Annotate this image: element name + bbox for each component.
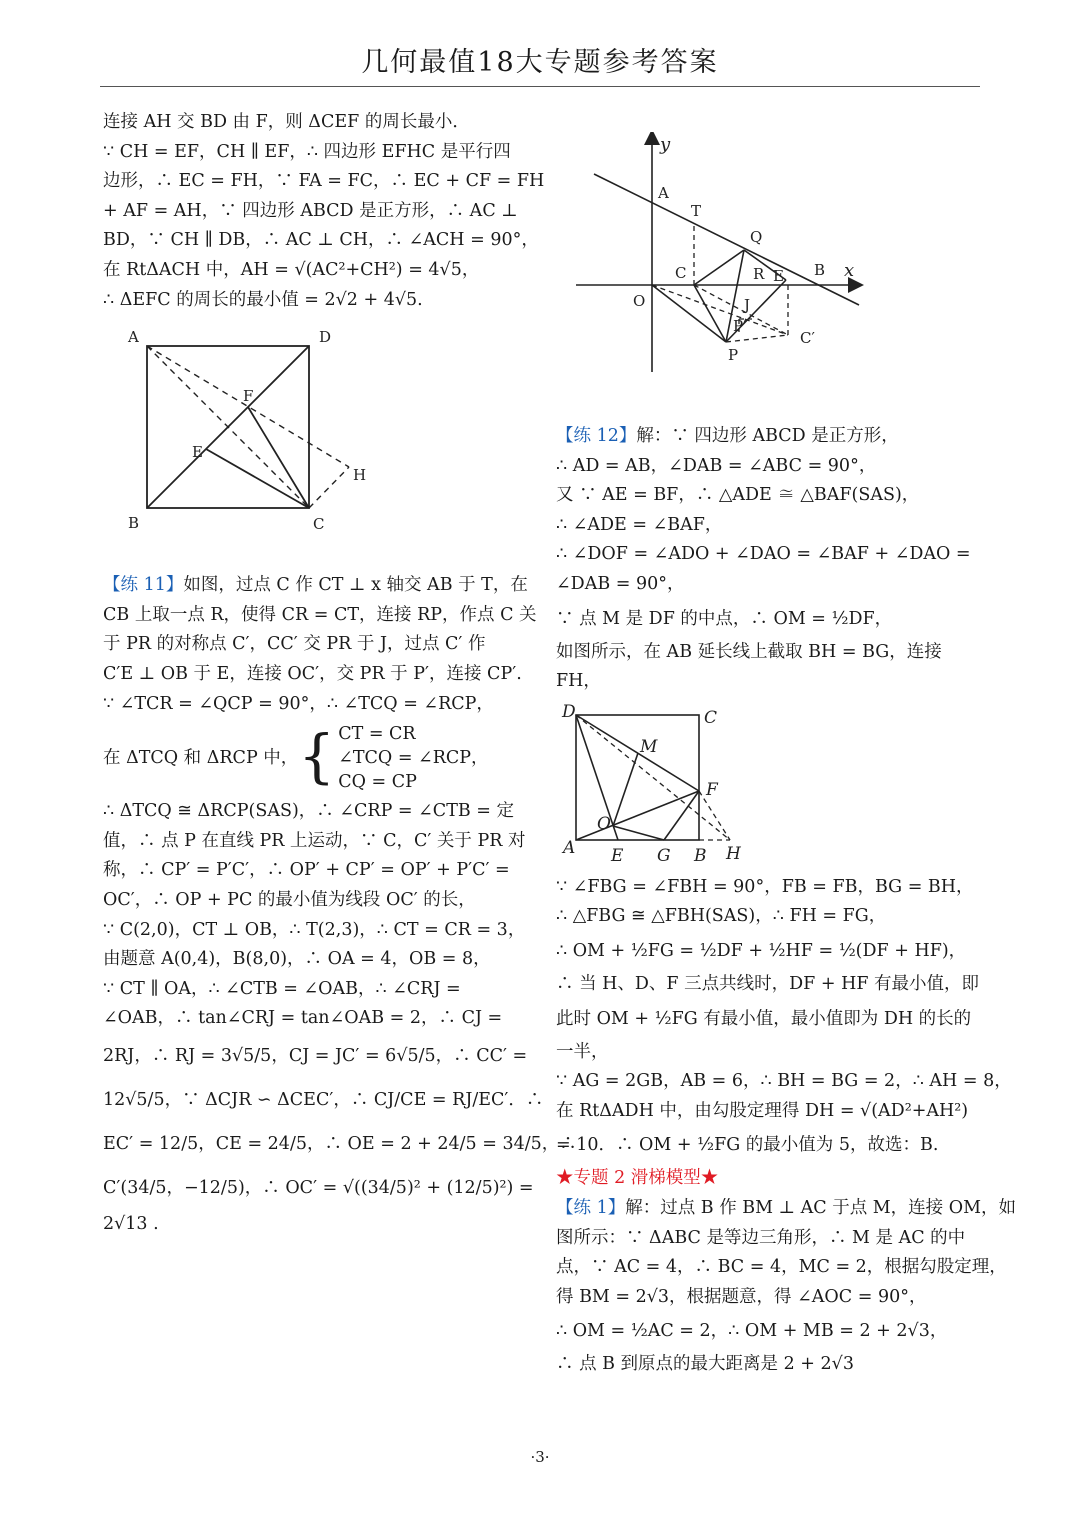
- ex11-first-line: 【练 11】如图，过点 C 作 CT ⊥ x 轴交 AB 于 T，在: [103, 575, 528, 596]
- label-O: O: [597, 813, 611, 834]
- text-line: C′(34/5，−12/5)，∴ OC′ = √((34/5)² + (12/5)²) =: [103, 1177, 534, 1198]
- label-R: R: [753, 265, 765, 283]
- label-F: F: [243, 387, 254, 406]
- label-O: O: [633, 292, 646, 310]
- page-number: ·3·: [530, 1448, 550, 1466]
- system-body: [338, 722, 488, 794]
- text-line: EC′ = 12/5，CE = 24/5，∴ OE = 2 + 24/5 = 34/5，∴: [103, 1133, 577, 1154]
- text-line: ∴ ΔEFC 的周长的最小值 = 2√2 + 4√5.: [103, 289, 423, 310]
- ex1-tag: 【练 1】: [556, 1197, 626, 1218]
- text-line: ∴ ∠ADE = ∠BAF，: [556, 514, 723, 535]
- system-line: ∠TCQ = ∠RCP，: [338, 748, 489, 769]
- label-y: y: [660, 134, 671, 155]
- text-line: 在 RtΔADH 中，由勾股定理得 DH = √(AD²+AH²): [556, 1100, 969, 1121]
- text-line: 值，∴ 点 P 在直线 PR 上运动，∵ C，C′ 关于 PR 对: [103, 830, 526, 851]
- label-E: E: [773, 267, 784, 285]
- text-line: ∵ ∠TCR = ∠QCP = 90°，∴ ∠TCQ = ∠RCP，: [103, 693, 494, 714]
- system-brace: {: [298, 722, 336, 791]
- text-line: ∴ ΔTCQ ≅ ΔRCP(SAS)，∴ ∠CRP = ∠CTB = 定: [103, 801, 515, 822]
- text-line: 如图所示，在 AB 延长线上截取 BH = BG，连接: [556, 641, 942, 662]
- text-line: 连接 AH 交 BD 由 F，则 ΔCEF 的周长最小．: [103, 112, 470, 132]
- system-line: CT = CR: [338, 724, 416, 745]
- text-line: ∴ OM = ½AC = 2，∴ OM + MB = 2 + 2√3，: [556, 1321, 948, 1342]
- ex12-tag: 【练 12】: [556, 426, 637, 446]
- topic2-title: ★专题 2 滑梯模型★: [556, 1168, 719, 1189]
- label-E: E: [192, 443, 203, 462]
- coordinate-diagram: [556, 132, 982, 422]
- text-line: ∴ AD = AB，∠DAB = ∠ABC = 90°，: [556, 455, 877, 476]
- label-P-prime: P′: [733, 317, 747, 335]
- text-line: ∵ 点 M 是 DF 的中点，∴ OM = ½DF，: [556, 608, 893, 629]
- equation-system: [103, 719, 523, 797]
- right-column: [556, 108, 1017, 1380]
- label-C-prime: C′: [800, 329, 815, 347]
- label-A: A: [658, 184, 669, 202]
- text-line: 由题意 A(0,4)，B(8,0)，∴ OA = 4，OB = 8，: [103, 949, 491, 970]
- square-figure: [103, 325, 523, 571]
- text-line: 又 ∵ AE = BF，∴ △ADE ≅ △BAF(SAS)，: [556, 485, 920, 506]
- ex1-first-line: 【练 1】解：过点 B 作 BM ⊥ AC 于点 M，连接 OM，如: [556, 1197, 1017, 1218]
- label-P: P: [728, 346, 739, 364]
- label-C: C: [675, 264, 687, 282]
- text-line: 得 BM = 2√3，根据题意，得 ∠AOC = 90°，: [556, 1286, 927, 1307]
- label-H: H: [726, 843, 741, 864]
- text-line: OC′，∴ OP + PC 的最小值为线段 OC′ 的长，: [103, 889, 476, 910]
- square-abcd-diagram: [556, 703, 982, 873]
- label-E: E: [611, 845, 624, 866]
- text-line: ∵ ∠FBG = ∠FBH = 90°，FB = FB，BG = BH，: [556, 876, 974, 897]
- text-line: 一半，: [556, 1041, 609, 1062]
- label-D: D: [562, 702, 576, 722]
- text-line: ∵ AG = 2GB，AB = 6，∴ BH = BG = 2，∴ AH = 8，: [556, 1071, 1012, 1092]
- label-F: F: [706, 779, 718, 800]
- label-H: H: [353, 466, 367, 485]
- text-line: 称，∴ CP′ = P′C′，∴ OP′ + CP′ = OP′ + P′C′ =: [103, 860, 510, 881]
- system-intro: 在 ΔTCQ 和 ΔRCP 中，: [103, 748, 299, 769]
- label-A: A: [563, 837, 576, 858]
- label-x: x: [844, 260, 855, 281]
- text-line: ∵ C(2,0)，CT ⊥ OB，∴ T(2,3)，∴ CT = CR = 3，: [103, 919, 526, 940]
- label-Q: Q: [750, 228, 763, 246]
- label-D: D: [319, 328, 332, 347]
- label-A: A: [128, 328, 139, 347]
- text-line: 边形，∴ EC = FH，∵ FA = FC，∴ EC + CF = FH: [103, 171, 545, 192]
- text-line: 点，∵ AC = 4，∴ BC = 4，MC = 2，根据勾股定理，: [556, 1257, 1007, 1278]
- header-rule: [100, 86, 980, 87]
- text-line: C′E ⊥ OB 于 E，连接 OC′，交 PR 于 P′，连接 CP′.: [103, 663, 522, 684]
- text-line: ∴ ∠DOF = ∠ADO + ∠DAO = ∠BAF + ∠DAO =: [556, 544, 971, 565]
- text-line: 此时 OM + ½FG 有最小值，最小值即为 DH 的长的: [556, 1008, 972, 1029]
- text-line: 在 RtΔACH 中，AH = √(AC²+CH²) = 4√5，: [103, 259, 480, 280]
- text-line: ∠DAB = 90°，: [556, 573, 685, 594]
- text-line: 图所示：∵ ΔABC 是等边三角形，∴ M 是 AC 的中: [556, 1227, 966, 1248]
- ex12-first-line: 【练 12】解：∵ 四边形 ABCD 是正方形，: [556, 426, 899, 446]
- text-line: ∵ CH = EF，CH ∥ EF，∴ 四边形 EFHC 是平行四: [103, 141, 511, 162]
- text-line: + AF = AH，∵ 四边形 ABCD 是正方形，∴ AC ⊥: [103, 200, 518, 221]
- square-abcd-figure: [556, 703, 982, 873]
- label-T: T: [691, 202, 702, 220]
- text-line: 于 PR 的对称点 C′，CC′ 交 PR 于 J，过点 C′ 作: [103, 634, 486, 655]
- label-G: G: [657, 845, 671, 866]
- text-line: FH，: [556, 671, 601, 692]
- label-B: B: [128, 514, 140, 533]
- text-line: 12√5/5，∵ ΔCJR ∽ ΔCEC′，∴ CJ/CE = RJ/EC′．∴: [103, 1089, 544, 1110]
- text-line: ∵ CT ∥ OA，∴ ∠CTB = ∠OAB，∴ ∠CRJ =: [103, 978, 461, 999]
- coordinate-figure: [556, 132, 982, 422]
- text-line: ∴ 当 H、D、F 三点共线时，DF + HF 有最小值，即: [556, 973, 980, 994]
- square-diagram: [103, 325, 523, 571]
- text-line: CB 上取一点 R，使得 CR = CT，连接 RP，作点 C 关: [103, 604, 537, 625]
- label-M: M: [640, 736, 658, 757]
- text-line: ∴ △FBG ≅ △FBH(SAS)，∴ FH = FG，: [556, 906, 887, 927]
- label-C: C: [704, 707, 718, 728]
- ex11-tag: 【练 11】: [103, 575, 184, 596]
- label-J: J: [744, 296, 751, 314]
- text-line: ∴ OM + ½FG = ½DF + ½HF = ½(DF + HF)，: [556, 940, 967, 961]
- left-column: [103, 108, 577, 1239]
- system-line: CQ = CP: [338, 772, 417, 793]
- text-line: ∠OAB，∴ tan∠CRJ = tan∠OAB = 2，∴ CJ =: [103, 1008, 503, 1029]
- label-B: B: [814, 261, 826, 279]
- label-C: C: [313, 515, 325, 534]
- text-line: ∴ 点 B 到原点的最大距离是 2 + 2√3: [556, 1354, 854, 1375]
- text-line: BD，∵ CH ∥ DB，∴ AC ⊥ CH，∴ ∠ACH = 90°，: [103, 230, 539, 251]
- text-line: = 10．∴ OM + ½FG 的最小值为 5，故选：B.: [556, 1135, 939, 1156]
- text-line: 2√13 .: [103, 1213, 159, 1234]
- text-line: 2RJ，∴ RJ = 3√5/5，CJ = JC′ = 6√5/5，∴ CC′ =: [103, 1045, 528, 1066]
- page-header-title: 几何最值18大专题参考答案: [361, 47, 719, 78]
- label-B: B: [694, 845, 707, 866]
